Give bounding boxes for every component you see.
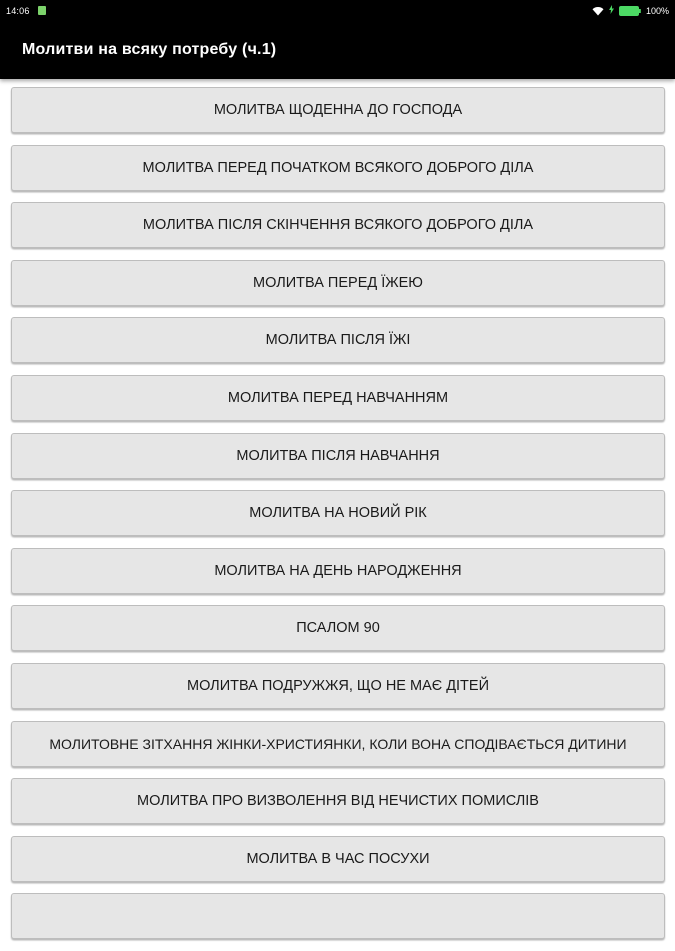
status-indicators bbox=[592, 5, 669, 16]
prayer-button-before-meal[interactable]: МОЛИТВА ПЕРЕД ЇЖЕЮ bbox=[11, 260, 665, 306]
charging-bolt-icon bbox=[609, 5, 614, 16]
prayer-list bbox=[11, 87, 665, 951]
notification-icon bbox=[38, 6, 46, 15]
prayer-button-partial[interactable] bbox=[11, 893, 665, 939]
prayer-button-impure-thoughts[interactable]: МОЛИТВА ПРО ВИЗВОЛЕННЯ ВІД НЕЧИСТИХ ПОМИСЛІВ bbox=[11, 778, 665, 824]
prayer-button-childless-couple[interactable]: МОЛИТВА ПОДРУЖЖЯ, ЩО НЕ МАЄ ДІТЕЙ bbox=[11, 663, 665, 709]
prayer-button-expecting-mother[interactable]: МОЛИТОВНЕ ЗІТХАННЯ ЖІНКИ-ХРИСТИЯНКИ, КОЛИ ВОНА СПОДІВАЄТЬСЯ ДИТИНИ bbox=[11, 721, 665, 767]
prayer-button-drought[interactable]: МОЛИТВА В ЧАС ПОСУХИ bbox=[11, 836, 665, 882]
prayer-button-after-study[interactable]: МОЛИТВА ПІСЛЯ НАВЧАННЯ bbox=[11, 433, 665, 479]
battery-icon bbox=[619, 6, 641, 16]
status-bar bbox=[0, 0, 675, 22]
wifi-icon bbox=[592, 6, 604, 16]
prayer-button-before-good-deed[interactable]: МОЛИТВА ПЕРЕД ПОЧАТКОМ ВСЯКОГО ДОБРОГО ДІЛА bbox=[11, 145, 665, 191]
prayer-button-psalm-90[interactable]: ПСАЛОМ 90 bbox=[11, 605, 665, 651]
prayer-button-after-meal[interactable]: МОЛИТВА ПІСЛЯ ЇЖІ bbox=[11, 317, 665, 363]
battery-percent: 100% bbox=[645, 5, 669, 16]
prayer-button-daily[interactable]: МОЛИТВА ЩОДЕННА ДО ГОСПОДА bbox=[11, 87, 665, 133]
status-time: 14:06 bbox=[6, 6, 30, 16]
page-title: Молитви на всяку потребу (ч.1) bbox=[22, 41, 277, 58]
prayer-button-after-good-deed[interactable]: МОЛИТВА ПІСЛЯ СКІНЧЕННЯ ВСЯКОГО ДОБРОГО ДІЛА bbox=[11, 202, 665, 248]
prayer-button-new-year[interactable]: МОЛИТВА НА НОВИЙ РІК bbox=[11, 490, 665, 536]
app-bar bbox=[0, 22, 675, 79]
prayer-button-before-study[interactable]: МОЛИТВА ПЕРЕД НАВЧАННЯМ bbox=[11, 375, 665, 421]
prayer-button-birthday[interactable]: МОЛИТВА НА ДЕНЬ НАРОДЖЕННЯ bbox=[11, 548, 665, 594]
